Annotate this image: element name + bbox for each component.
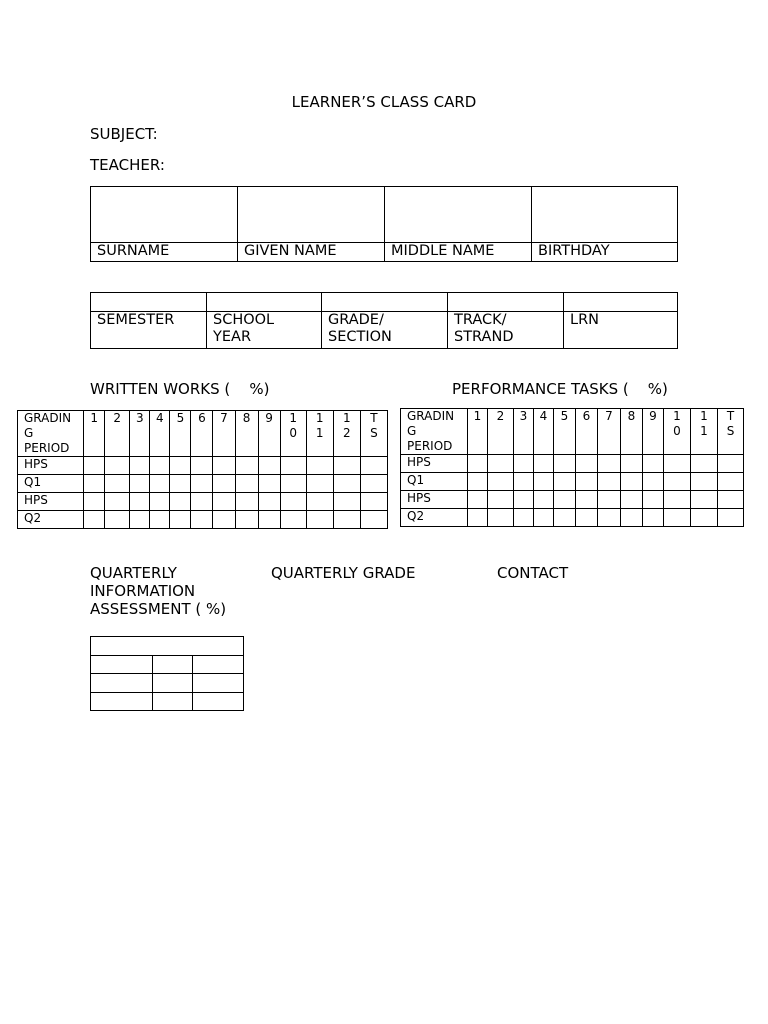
score-cell [554, 509, 576, 527]
surname-label: SURNAME [91, 243, 238, 262]
semester-label: SEMESTER [91, 312, 207, 349]
given-name-entry [238, 187, 385, 243]
column-number-header: 8 [235, 411, 258, 457]
score-cell [170, 475, 191, 493]
surname-entry [91, 187, 238, 243]
score-cell [360, 511, 387, 529]
grade-row-label: Q2 [401, 509, 468, 527]
grade-row-label: HPS [401, 455, 468, 473]
score-cell [150, 493, 170, 511]
score-cell [621, 473, 643, 491]
score-cell [643, 509, 664, 527]
middle-name-entry [385, 187, 532, 243]
score-cell [130, 457, 150, 475]
middle-name-label: MIDDLE NAME [385, 243, 532, 262]
column-number-header: 7 [213, 411, 235, 457]
semester-entry [91, 293, 207, 312]
written-works-heading: WRITTEN WORKS ( %) [90, 380, 270, 398]
score-cell [554, 473, 576, 491]
score-cell [514, 455, 534, 473]
score-cell [213, 493, 235, 511]
qa-cell [153, 674, 193, 693]
score-cell [691, 509, 718, 527]
column-number-header: T S [718, 409, 744, 455]
score-cell [258, 511, 280, 529]
score-cell [691, 473, 718, 491]
school-info-table [90, 292, 678, 349]
score-cell [534, 491, 554, 509]
column-number-header: 4 [150, 411, 170, 457]
score-cell [235, 475, 258, 493]
column-number-header: 2 [105, 411, 130, 457]
score-cell [84, 511, 105, 529]
grade-row-label: Q2 [18, 511, 84, 529]
score-cell [84, 457, 105, 475]
score-cell [213, 511, 235, 529]
quarterly-grade-heading: QUARTERLY GRADE [271, 564, 416, 582]
score-cell [534, 509, 554, 527]
column-number-header: 4 [534, 409, 554, 455]
score-cell [333, 457, 360, 475]
score-cell [488, 473, 514, 491]
grading-period-header: GRADIN G PERIOD [18, 411, 84, 457]
track-strand-label: TRACK/ STRAND [448, 312, 564, 349]
column-number-header: 1 1 [306, 411, 333, 457]
score-cell [280, 475, 306, 493]
score-cell [718, 509, 744, 527]
score-cell [130, 493, 150, 511]
score-cell [488, 491, 514, 509]
score-cell [84, 475, 105, 493]
column-number-header: 6 [576, 409, 598, 455]
column-number-header: 3 [514, 409, 534, 455]
score-cell [105, 493, 130, 511]
column-number-header: 9 [258, 411, 280, 457]
birthday-label: BIRTHDAY [532, 243, 678, 262]
score-cell [130, 511, 150, 529]
score-cell [170, 457, 191, 475]
score-cell [621, 509, 643, 527]
score-cell [554, 491, 576, 509]
score-cell [235, 457, 258, 475]
qa-cell [193, 693, 244, 711]
score-cell [258, 475, 280, 493]
grade-section-label: GRADE/ SECTION [322, 312, 448, 349]
score-cell [468, 455, 488, 473]
score-cell [333, 511, 360, 529]
score-cell [280, 493, 306, 511]
column-number-header: 6 [191, 411, 213, 457]
score-cell [488, 509, 514, 527]
grade-section-entry [322, 293, 448, 312]
performance-tasks-heading: PERFORMANCE TASKS ( %) [452, 380, 668, 398]
score-cell [360, 457, 387, 475]
score-cell [258, 493, 280, 511]
lrn-entry [564, 293, 678, 312]
column-number-header: 5 [170, 411, 191, 457]
score-cell [191, 457, 213, 475]
grade-row-label: Q1 [401, 473, 468, 491]
column-number-header: 1 2 [333, 411, 360, 457]
score-cell [333, 475, 360, 493]
score-cell [576, 455, 598, 473]
qa-cell [153, 693, 193, 711]
score-cell [235, 511, 258, 529]
score-cell [514, 509, 534, 527]
column-number-header: 1 [84, 411, 105, 457]
score-cell [150, 511, 170, 529]
score-cell [664, 509, 691, 527]
score-cell [534, 473, 554, 491]
score-cell [105, 511, 130, 529]
qa-cell [153, 656, 193, 674]
score-cell [105, 475, 130, 493]
qa-cell [91, 693, 153, 711]
score-cell [576, 509, 598, 527]
score-cell [105, 457, 130, 475]
contact-heading: CONTACT [497, 564, 569, 582]
performance-tasks-table [400, 408, 744, 527]
school-year-entry [207, 293, 322, 312]
score-cell [488, 455, 514, 473]
score-cell [150, 457, 170, 475]
teacher-label: TEACHER: [90, 156, 165, 174]
column-number-header: 9 [643, 409, 664, 455]
score-cell [664, 473, 691, 491]
score-cell [718, 491, 744, 509]
score-cell [130, 475, 150, 493]
score-cell [213, 457, 235, 475]
score-cell [598, 455, 621, 473]
score-cell [258, 457, 280, 475]
score-cell [235, 493, 258, 511]
column-number-header: 5 [554, 409, 576, 455]
column-number-header: 1 1 [691, 409, 718, 455]
score-cell [280, 511, 306, 529]
score-cell [191, 511, 213, 529]
score-cell [213, 475, 235, 493]
score-cell [718, 473, 744, 491]
grade-row-label: HPS [401, 491, 468, 509]
score-cell [191, 493, 213, 511]
column-number-header: 7 [598, 409, 621, 455]
score-cell [576, 473, 598, 491]
score-cell [643, 473, 664, 491]
score-cell [514, 473, 534, 491]
school-year-label: SCHOOL YEAR [207, 312, 322, 349]
score-cell [643, 491, 664, 509]
grade-row-label: HPS [18, 493, 84, 511]
column-number-header: T S [360, 411, 387, 457]
score-cell [360, 475, 387, 493]
column-number-header: 8 [621, 409, 643, 455]
quarterly-assessment-table [90, 636, 244, 711]
score-cell [280, 457, 306, 475]
qa-cell [91, 656, 153, 674]
name-table [90, 186, 678, 262]
score-cell [150, 475, 170, 493]
lrn-label: LRN [564, 312, 678, 349]
column-number-header: 1 [468, 409, 488, 455]
given-name-label: GIVEN NAME [238, 243, 385, 262]
score-cell [468, 509, 488, 527]
written-works-table [17, 410, 388, 529]
score-cell [691, 491, 718, 509]
score-cell [333, 493, 360, 511]
score-cell [691, 455, 718, 473]
card-title: LEARNER’S CLASS CARD [291, 93, 477, 111]
score-cell [514, 491, 534, 509]
score-cell [306, 475, 333, 493]
score-cell [468, 473, 488, 491]
track-strand-entry [448, 293, 564, 312]
score-cell [306, 493, 333, 511]
score-cell [468, 491, 488, 509]
score-cell [621, 491, 643, 509]
qa-cell [193, 656, 244, 674]
grade-row-label: Q1 [18, 475, 84, 493]
score-cell [664, 455, 691, 473]
score-cell [191, 475, 213, 493]
score-cell [534, 455, 554, 473]
column-number-header: 2 [488, 409, 514, 455]
column-number-header: 1 0 [664, 409, 691, 455]
quarterly-assessment-heading: QUARTERLY INFORMATION ASSESSMENT ( %) [90, 564, 227, 618]
qa-cell [193, 674, 244, 693]
qa-cell [91, 674, 153, 693]
score-cell [306, 457, 333, 475]
grade-row-label: HPS [18, 457, 84, 475]
score-cell [84, 493, 105, 511]
score-cell [718, 455, 744, 473]
birthday-entry [532, 187, 678, 243]
column-number-header: 1 0 [280, 411, 306, 457]
score-cell [621, 455, 643, 473]
grading-period-header: GRADIN G PERIOD [401, 409, 468, 455]
score-cell [554, 455, 576, 473]
column-number-header: 3 [130, 411, 150, 457]
subject-label: SUBJECT: [90, 125, 158, 143]
score-cell [598, 473, 621, 491]
score-cell [170, 493, 191, 511]
score-cell [598, 491, 621, 509]
score-cell [576, 491, 598, 509]
score-cell [170, 511, 191, 529]
score-cell [306, 511, 333, 529]
score-cell [360, 493, 387, 511]
score-cell [664, 491, 691, 509]
score-cell [598, 509, 621, 527]
score-cell [643, 455, 664, 473]
qa-header-cell [91, 637, 244, 656]
